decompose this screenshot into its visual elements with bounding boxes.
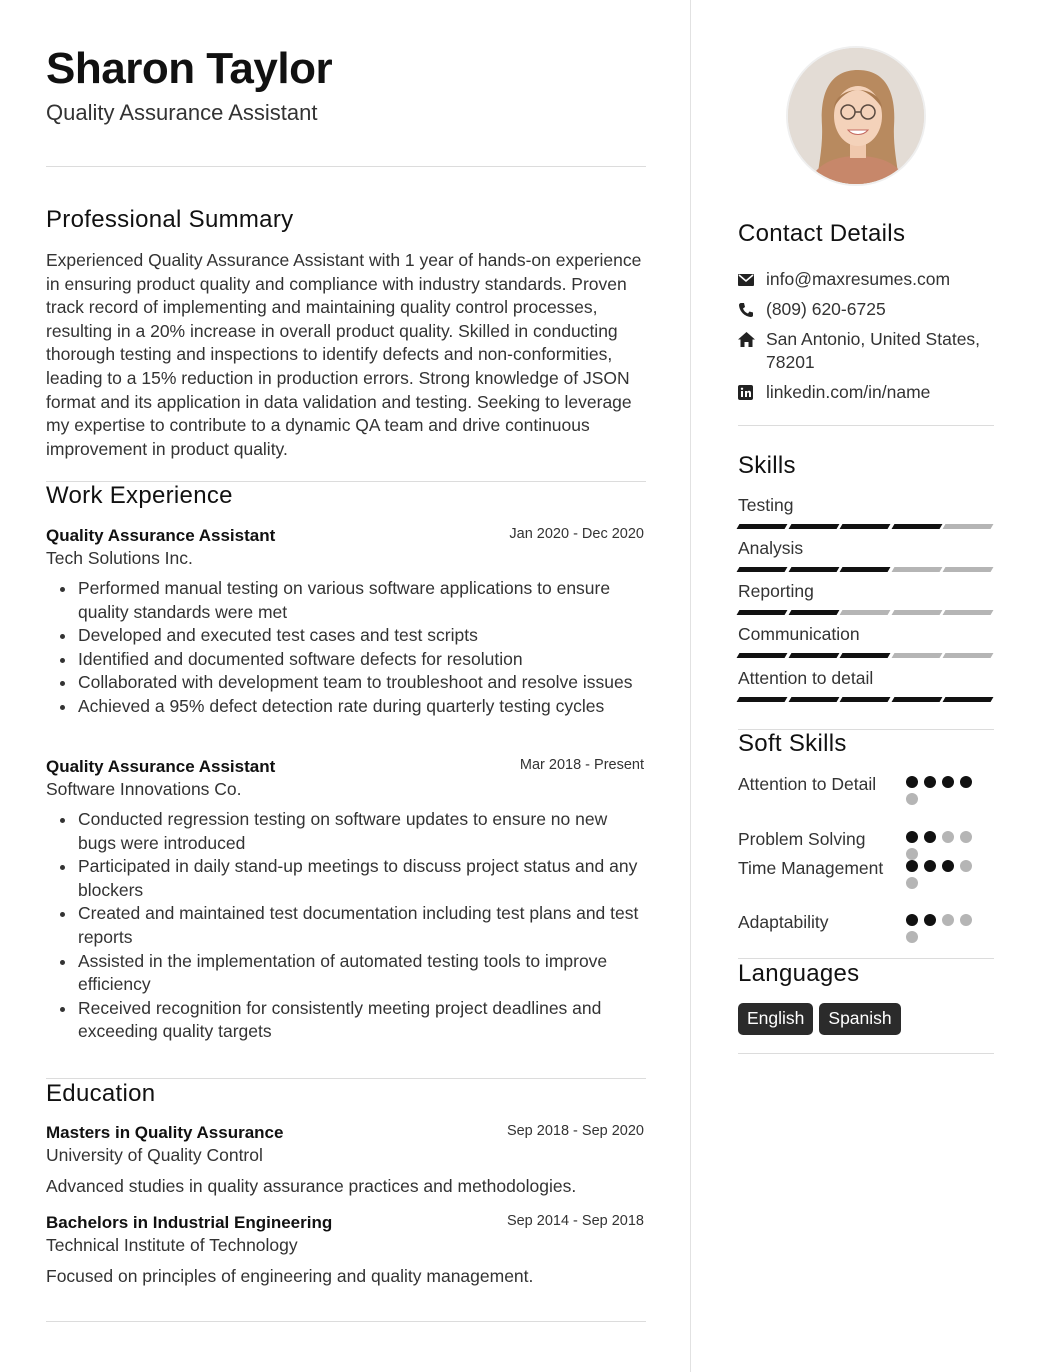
skill-name: Communication [738,624,860,644]
skill-level-segment [840,567,890,572]
skill-item [738,624,994,658]
education-entry [46,1213,646,1287]
language-badge: Spanish [819,1003,900,1035]
rating-dot [960,914,972,926]
profile-photo-illustration [788,48,926,186]
skill-item [738,668,994,702]
summary-title: Professional Summary [46,206,294,233]
job-entry [46,526,646,719]
job-bullets [46,577,646,719]
job-title: Quality Assurance Assistant [46,757,276,776]
skill-level-segment [943,567,993,572]
job-bullet: Assisted in the implementation of automated testing tools to improve efficiency [78,950,646,997]
candidate-name: Sharon Taylor [46,44,333,93]
job-bullet: Created and maintained test documentation including test plans and test reports [78,902,646,949]
skill-level-segment [737,567,787,572]
linkedin-text: linkedin.com/in/name [766,382,931,402]
skill-level-segment [737,697,787,702]
rating-dot [942,860,954,872]
linkedin-icon [738,381,766,404]
skill-level-bar [738,653,994,658]
soft-skill-item [738,857,994,880]
job-date: Jan 2020 - Dec 2020 [509,526,644,542]
summary-text: Experienced Quality Assurance Assistant with 1 year of hands-on experience in ensuring product quality and compliance with industry standards. Proven track record of implementing and maintaining quality control processes, resulting in a 20% increase in overall product quality. Skilled in conducting thorough testing and inspections to identify defects and non-conformities, leading to a 15% reduction in production errors. Strong knowledge of JSON format and its application in data validation and testing. Seeking to leverage my expertise to contribute to a dynamic QA team and drive continuous improvement in product quality. [46,250,642,459]
soft-skill-name: Attention to Detail [738,774,877,794]
soft-skill-rating [906,776,986,805]
contact-email[interactable] [738,268,994,291]
skill-level-segment [840,524,890,529]
rating-dot [960,831,972,843]
skill-item [738,581,994,615]
skill-level-segment [737,524,787,529]
rating-dot [942,914,954,926]
job-bullet: Collaborated with development team to troubleshoot and resolve issues [78,671,646,695]
header-divider [46,166,646,167]
education-description: Advanced studies in quality assurance practices and methodologies. [46,1176,577,1196]
rating-dot [924,831,936,843]
soft-skill-name: Time Management [738,858,884,878]
candidate-role: Quality Assurance Assistant [46,100,318,125]
experience-divider [46,1078,646,1079]
skill-level-segment [737,653,787,658]
address-line1: San Antonio, United States, [766,329,981,349]
languages-divider [738,1053,994,1054]
rating-dot [942,776,954,788]
rating-dot [960,860,972,872]
skill-level-bar [738,610,994,615]
skill-level-segment [840,697,890,702]
languages-title: Languages [738,960,860,987]
rating-dot [960,776,972,788]
degree-title: Masters in Quality Assurance [46,1123,284,1142]
skill-level-segment [891,567,941,572]
school-name: Technical Institute of Technology [46,1235,298,1255]
soft-skill-item [738,773,994,796]
education-divider [46,1321,646,1322]
contact-phone[interactable] [738,298,994,321]
job-company: Software Innovations Co. [46,779,242,799]
skill-level-segment [943,610,993,615]
soft-skills-divider [738,958,994,959]
skill-level-segment [788,567,838,572]
rating-dot [906,860,918,872]
rating-dot [906,793,918,805]
skill-name: Reporting [738,581,814,601]
degree-title: Bachelors in Industrial Engineering [46,1213,333,1232]
contact-title: Contact Details [738,220,906,247]
school-name: University of Quality Control [46,1145,263,1165]
skill-level-segment [891,524,941,529]
soft-skill-item [738,828,994,851]
job-company: Tech Solutions Inc. [46,548,193,568]
soft-skill-item [738,911,994,934]
job-bullets [46,808,646,1044]
job-bullet: Performed manual testing on various software applications to ensure quality standards were met [78,577,646,624]
contact-linkedin[interactable] [738,381,994,404]
profile-photo [786,46,926,186]
phone-icon [738,298,766,321]
rating-dot [906,776,918,788]
rating-dot [924,914,936,926]
soft-skills-title: Soft Skills [738,730,847,757]
skill-level-segment [943,524,993,529]
rating-dot [906,831,918,843]
skill-level-bar [738,567,994,572]
rating-dot [924,860,936,872]
email-text: info@maxresumes.com [766,269,951,289]
job-entry [46,757,646,1044]
rating-dot [906,877,918,889]
skill-level-segment [840,610,890,615]
skill-level-segment [891,653,941,658]
skill-level-bar [738,524,994,529]
soft-skill-rating [906,914,986,943]
soft-skill-name: Problem Solving [738,829,866,849]
rating-dot [906,914,918,926]
rating-dot [906,931,918,943]
skill-name: Testing [738,495,794,515]
skill-level-segment [840,653,890,658]
job-bullet: Identified and documented software defects for resolution [78,648,646,672]
languages-list [738,1003,901,1035]
skill-level-segment [788,524,838,529]
job-bullet: Participated in daily stand-up meetings to discuss project status and any blockers [78,855,646,902]
phone-text: (809) 620-6725 [766,299,886,319]
rating-dot [924,776,936,788]
rating-dot [942,831,954,843]
job-date: Mar 2018 - Present [519,757,644,773]
language-badge: English [738,1003,813,1035]
skill-level-segment [943,697,993,702]
skill-level-segment [891,697,941,702]
job-bullet: Received recognition for consistently meeting project deadlines and exceeding quality targets [78,997,646,1044]
education-entry [46,1123,646,1197]
skill-level-segment [891,610,941,615]
job-bullet: Developed and executed test cases and test scripts [78,624,646,648]
soft-skill-rating [906,860,986,889]
skill-level-bar [738,697,994,702]
soft-skill-name: Adaptability [738,912,829,932]
education-date: Sep 2018 - Sep 2020 [506,1123,644,1139]
skill-item [738,495,994,529]
skill-name: Analysis [738,538,804,558]
education-title: Education [46,1080,156,1107]
contact-address [738,328,994,374]
skill-level-segment [737,610,787,615]
skill-item [738,538,994,572]
envelope-icon [738,268,766,291]
skill-name: Attention to detail [738,668,874,688]
address-line2: 78201 [766,352,815,372]
home-icon [738,328,766,351]
column-divider [690,0,691,1372]
skill-level-segment [788,610,838,615]
job-bullet: Conducted regression testing on software updates to ensure no new bugs were introduced [78,808,646,855]
experience-title: Work Experience [46,482,233,509]
skills-title: Skills [738,452,796,479]
contact-divider [738,425,994,426]
education-date: Sep 2014 - Sep 2018 [506,1213,644,1229]
skill-level-segment [788,697,838,702]
soft-skill-rating [906,831,986,860]
education-description: Focused on principles of engineering and quality management. [46,1266,534,1286]
skill-level-segment [943,653,993,658]
address-text [766,328,980,374]
job-title: Quality Assurance Assistant [46,526,276,545]
job-bullet: Achieved a 95% defect detection rate during quarterly testing cycles [78,695,646,719]
skill-level-segment [788,653,838,658]
